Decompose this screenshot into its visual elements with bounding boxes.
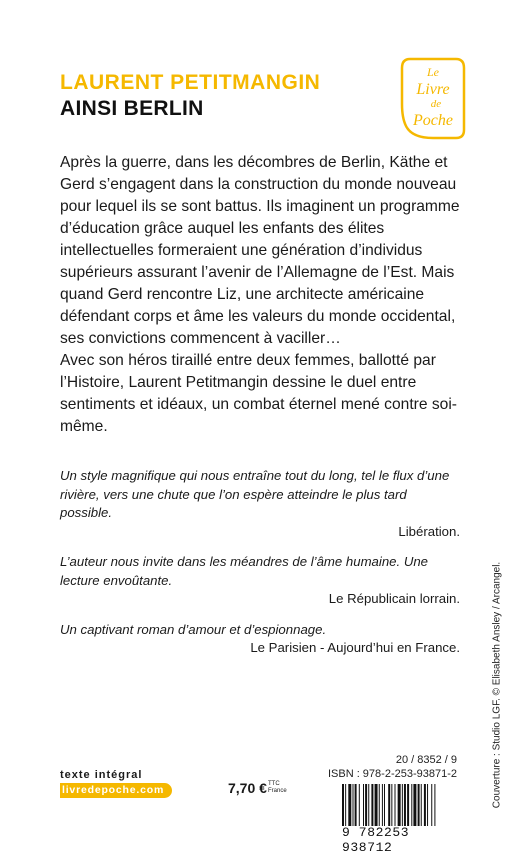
author-name: LAURENT PETITMANGIN <box>60 71 321 94</box>
quote-text: Un style magnifique qui nous entraîne tout du long, tel le flux d’une rivière, vers une chute que l’on espère atteindre le plus tard possible. <box>60 468 450 520</box>
quote-text: Un captivant roman d’amour et d’espionnage. <box>60 621 327 637</box>
quote-source: Le Parisien - Aujourd’hui en France. <box>250 640 460 655</box>
press-quote <box>60 621 460 658</box>
barcode-bar <box>398 784 401 826</box>
barcode-bar <box>391 784 392 826</box>
barcode-bar <box>368 784 369 826</box>
barcode-bar <box>353 784 354 826</box>
barcode-bar <box>363 784 364 826</box>
barcode-bar <box>427 784 428 826</box>
barcode-bar <box>431 784 432 826</box>
press-quote <box>60 467 460 541</box>
website-link[interactable]: livredepoche.com <box>60 783 172 798</box>
price-ttc: TTC <box>268 781 280 787</box>
barcode-icon <box>342 784 462 826</box>
quote-source: Le Républicain lorrain. <box>328 591 460 606</box>
texte-integral-label: texte intégral <box>60 769 143 781</box>
barcode-bar <box>342 784 344 826</box>
quote-source: Libération. <box>398 523 460 539</box>
logo-le: Le <box>427 65 439 79</box>
barcode-bar <box>395 784 396 826</box>
barcode-bar <box>434 784 435 826</box>
logo-poche: Poche <box>413 112 453 129</box>
barcode-bar <box>384 784 385 826</box>
blurb-paragraph: Après la guerre, dans les décombres de Berlin, Käthe et Gerd s’engagent dans la construction du monde nouveau pour lequel ils se sont battus. Ils imaginent un programme d’éducation grâce auquel les enfants des élites intellectuelles formeraient une génération d’individus supérieurs assurant l’avenir de l’Allemagne de l’Est. Mais quand Gerd rencontre Liz, une architecte américaine défendant corps et âme les valeurs du monde occidental, ses convictions commencent à vaciller… <box>60 154 460 347</box>
press-quote <box>60 553 460 609</box>
le-livre-de-poche-logo <box>400 56 466 140</box>
barcode-bar <box>404 784 406 826</box>
barcode-bar <box>355 784 357 826</box>
catalog-reference: 20 / 8352 / 9 <box>395 754 457 766</box>
barcode-bar <box>418 784 420 826</box>
barcode-bar <box>388 784 390 826</box>
price-tax-note <box>268 781 287 794</box>
barcode-bar <box>407 784 409 826</box>
barcode-bar <box>424 784 426 826</box>
back-cover-blurb <box>60 152 470 438</box>
price-country: France <box>268 787 287 794</box>
barcode-bar <box>411 784 412 826</box>
barcode-bar <box>348 784 351 826</box>
barcode-bar <box>375 784 378 826</box>
press-quotes <box>60 467 460 670</box>
blurb-paragraph: Avec son héros tiraillé entre deux femmes, ballotté par l’Histoire, Laurent Petitmangin dessine le duel entre sentiments et idéaux, un combat éternel mené contre soi-même. <box>60 352 457 435</box>
barcode-bar <box>413 784 416 826</box>
cover-credit: Couverture : Studio LGF. © Elisabeth Ansley / Arcangel. <box>491 561 503 809</box>
barcode-bar <box>345 784 346 826</box>
barcode-bar <box>371 784 373 826</box>
barcode-bar <box>421 784 422 826</box>
book-title: AINSI BERLIN <box>60 97 204 120</box>
barcode-bar <box>382 784 383 826</box>
barcode-bar <box>365 784 367 826</box>
barcode-bar <box>402 784 403 826</box>
barcode-number: 9 782253 938712 <box>342 825 410 855</box>
quote-text: L’auteur nous invite dans les méandres de l’âme humaine. Une lecture envoûtante. <box>60 554 429 588</box>
barcode-bar <box>359 784 360 826</box>
price: 7,70 € <box>228 780 267 796</box>
logo-livre: Livre <box>416 81 450 98</box>
logo-de: de <box>430 98 442 110</box>
isbn: ISBN : 978-2-253-93871-2 <box>327 768 457 780</box>
barcode-bar <box>379 784 380 826</box>
